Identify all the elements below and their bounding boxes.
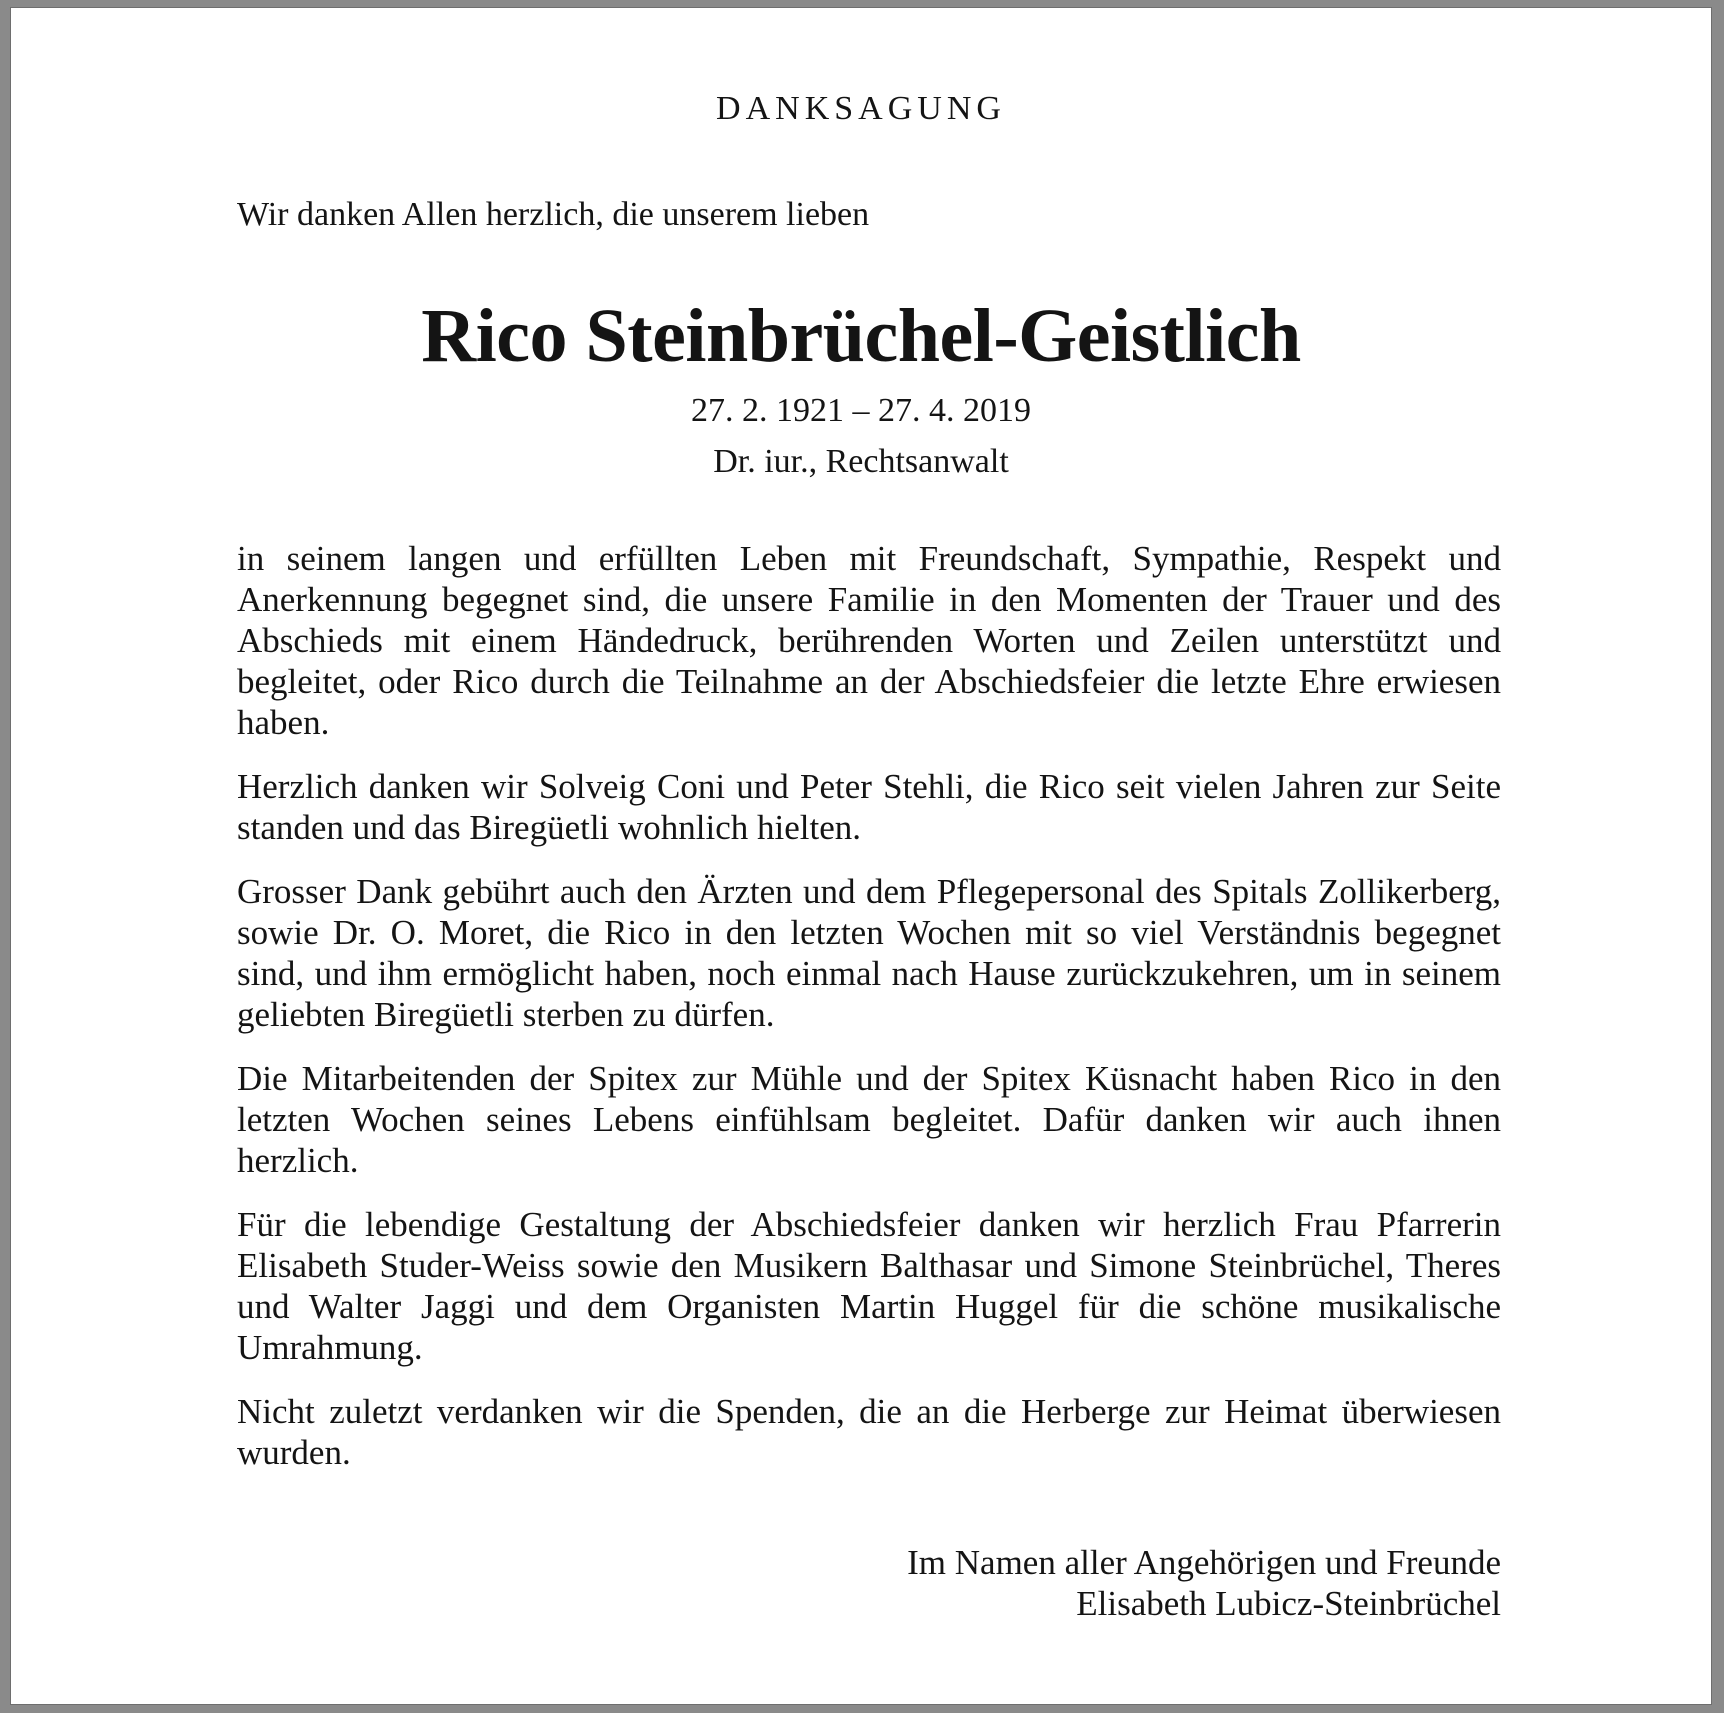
paragraph: Herzlich danken wir Solveig Coni und Peter Stehli, die Rico seit vielen Jahren zur Seite standen und das Biregüetli wohnlich hielten. xyxy=(237,767,1501,847)
intro-text: Wir danken Allen herzlich, die unserem lieben xyxy=(237,196,870,233)
deceased-name: Rico Steinbrüchel-Geistlich xyxy=(421,294,1301,378)
signature-block xyxy=(237,1542,1501,1624)
paragraph: Grosser Dank gebührt auch den Ärzten und dem Pflegepersonal des Spitals Zollikerberg, sowie Dr. O. Moret, die Rico in den letzten Wochen mit so viel Verständnis begegnet sind, und ihm ermöglicht haben, noch einmal nach Hause zurückzukehren, um in seinem geliebten Biregüetli sterben zu dürfen. xyxy=(237,872,1501,1034)
paragraph: Nicht zuletzt verdanken wir die Spenden, die an die Herberge zur Heimat überwiesen wurden. xyxy=(237,1392,1501,1472)
signature-name: Elisabeth Lubicz-Steinbrüchel xyxy=(1076,1584,1501,1623)
deceased-title: Dr. iur., Rechtsanwalt xyxy=(713,443,1009,480)
paragraph: Die Mitarbeitenden der Spitex zur Mühle und der Spitex Küsnacht haben Rico in den letzten Wochen seines Lebens einfühlsam begleitet. Dafür danken wir auch ihnen herzlich. xyxy=(237,1059,1501,1180)
paragraph: Für die lebendige Gestaltung der Abschiedsfeier danken wir herzlich Frau Pfarrerin Elisabeth Studer-Weiss sowie den Musikern Balthasar und Simone Steinbrüchel, Theres und Walter Jaggi und dem Organisten Martin Huggel für die schöne musikalische Umrahmung. xyxy=(237,1205,1501,1367)
body-text xyxy=(237,538,1501,1496)
obituary-notice xyxy=(10,7,1712,1705)
signature-line: Im Namen aller Angehörigen und Freunde xyxy=(907,1543,1501,1582)
life-dates: 27. 2. 1921 – 27. 4. 2019 xyxy=(691,392,1031,429)
notice-heading: DANKSAGUNG xyxy=(716,90,1006,127)
paragraph: in seinem langen und erfüllten Leben mit Freundschaft, Sympathie, Respekt und Anerkennung begegnet sind, die unsere Familie in den Momenten der Trauer und des Abschieds mit einem Händedruck, berührenden Worten und Zeilen unterstützt und begleitet, oder Rico durch die Teilnahme an der Abschiedsfeier die letzte Ehre erwiesen haben. xyxy=(237,539,1501,742)
